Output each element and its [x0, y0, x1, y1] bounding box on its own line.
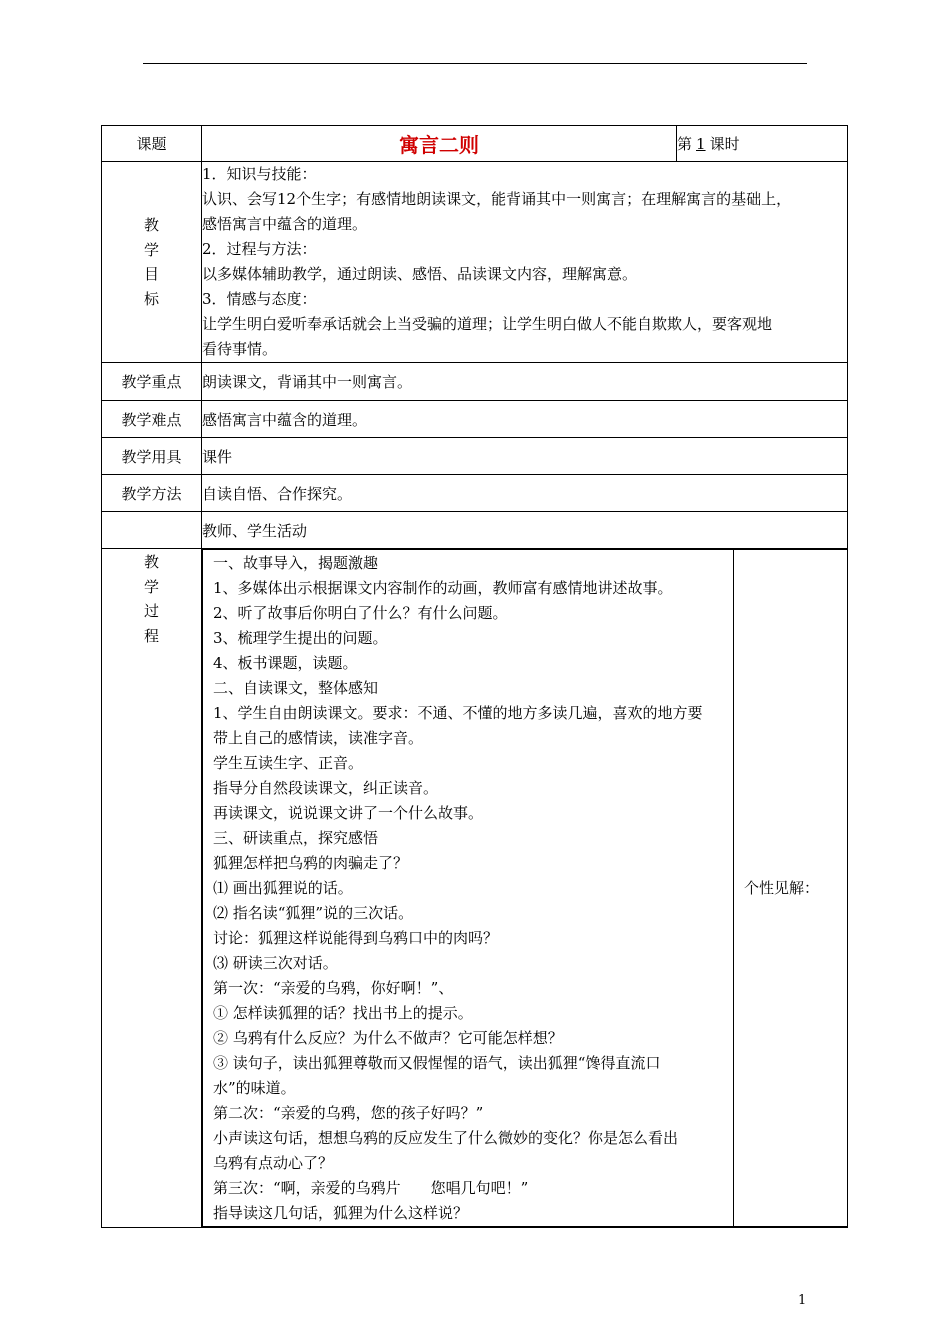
period-number: 1 — [696, 135, 706, 153]
lesson-plan-table — [101, 125, 848, 1228]
activity-header-row — [102, 512, 848, 549]
process-line: ① 怎样读狐狸的话？找出书上的提示。 — [213, 1004, 473, 1022]
header-rule — [143, 63, 807, 64]
process-line: 2、听了故事后你明白了什么？有什么问题。 — [213, 604, 508, 622]
goal-line: 2．过程与方法： — [202, 240, 317, 258]
activity-header: 教师、学生活动 — [202, 512, 848, 549]
goal-line: 感悟寓言中蕴含的道理。 — [202, 215, 368, 233]
process-line: ② 乌鸦有什么反应？为什么不做声？它可能怎样想？ — [213, 1029, 563, 1047]
process-line: 第三次：“啊，亲爱的乌鸦片 您唱几句吧！” — [213, 1179, 529, 1197]
process-line: ③ 读句子，读出狐狸尊敬而又假惺惺的语气，读出狐狸“馋得直流口 — [213, 1054, 661, 1072]
process-line: 学生互读生字、正音。 — [213, 754, 364, 772]
process-row — [102, 549, 848, 1228]
process-line: 再读课文，说说课文讲了一个什么故事。 — [213, 804, 484, 822]
process-label — [102, 549, 202, 1228]
goals-label-char: 标 — [143, 289, 159, 308]
goals-label-char: 学 — [143, 240, 159, 259]
process-line: 二、自读课文，整体感知 — [213, 679, 379, 697]
process-label-char: 教 — [143, 553, 159, 571]
process-line: 1、多媒体出示根据课文内容制作的动画，教师富有感情地讲述故事。 — [213, 579, 673, 597]
process-line: 三、研读重点，探究感悟 — [213, 829, 379, 847]
period-prefix: 第 — [677, 135, 693, 153]
process-line: 一、故事导入，揭题激趣 — [213, 554, 379, 572]
process-line: 4、板书课题，读题。 — [213, 654, 358, 672]
page-number: 1 — [798, 1293, 807, 1308]
process-label-char: 学 — [143, 577, 159, 596]
goal-line: 以多媒体辅助教学，通过朗读、感悟、品读课文内容，理解寓意。 — [202, 265, 638, 283]
process-line: ⑵ 指名读“狐狸”说的三次话。 — [213, 904, 414, 922]
tools-row — [102, 438, 848, 475]
goals-label-char: 目 — [143, 265, 159, 283]
difficulty-value: 感悟寓言中蕴含的道理。 — [202, 401, 848, 438]
process-line: 指导读这几句话，狐狸为什么这样说？ — [213, 1204, 469, 1222]
process-line: 水”的味道。 — [213, 1079, 296, 1097]
method-row — [102, 475, 848, 512]
process-line: 带上自己的感情读，读准字音。 — [213, 729, 424, 747]
key-point-value: 朗读课文，背诵其中一则寓言。 — [202, 363, 848, 401]
goals-label-char: 教 — [143, 216, 159, 234]
goals-content — [202, 162, 848, 363]
process-line: 讨论：狐狸这样说能得到乌鸦口中的肉吗？ — [213, 929, 499, 947]
method-label: 教学方法 — [102, 475, 202, 512]
title-row — [102, 126, 848, 162]
goal-line: 让学生明白爱听奉承话就会上当受骗的道理；让学生明白做人不能自欺欺人，要客观地 — [202, 315, 773, 333]
process-line: ⑴ 画出狐狸说的话。 — [213, 879, 353, 897]
process-label-char: 程 — [143, 626, 159, 645]
process-content — [203, 550, 734, 1227]
topic-label: 课题 — [102, 126, 202, 162]
goal-line: 看待事情。 — [202, 340, 278, 358]
process-label-char: 过 — [143, 602, 159, 620]
process-line: 1、学生自由朗读课文。要求：不通、不懂的地方多读几遍，喜欢的地方要 — [213, 704, 703, 722]
process-inner-table — [202, 549, 848, 1227]
process-line: 3、梳理学生提出的问题。 — [213, 629, 388, 647]
notes-label: 个性见解： — [744, 879, 820, 897]
tools-label: 教学用具 — [102, 438, 202, 475]
goals-label — [102, 162, 202, 363]
lesson-title: 寓言二则 — [202, 126, 677, 162]
difficulty-row — [102, 401, 848, 438]
key-point-label: 教学重点 — [102, 363, 202, 401]
activity-header-blank — [102, 512, 202, 549]
process-cell — [202, 549, 848, 1228]
goal-line: 1．知识与技能： — [202, 165, 317, 183]
process-line: 狐狸怎样把乌鸦的肉骗走了？ — [213, 854, 409, 872]
period-cell — [677, 126, 848, 162]
process-line: ⑶ 研读三次对话。 — [213, 954, 338, 972]
process-line: 第一次：“亲爱的乌鸦，你好啊！”、 — [213, 979, 454, 997]
key-point-row — [102, 363, 848, 401]
difficulty-label: 教学难点 — [102, 401, 202, 438]
process-line: 乌鸦有点动心了？ — [213, 1154, 334, 1172]
process-line: 第二次：“亲爱的乌鸦，您的孩子好吗？” — [213, 1104, 484, 1122]
goal-line: 3．情感与态度： — [202, 290, 317, 308]
goals-row — [102, 162, 848, 363]
process-line: 小声读这句话，想想乌鸦的反应发生了什么微妙的变化？你是怎么看出 — [213, 1129, 679, 1147]
method-value: 自读自悟、合作探究。 — [202, 475, 848, 512]
notes-column — [734, 550, 848, 1227]
process-line: 指导分自然段读课文，纠正读音。 — [213, 779, 439, 797]
tools-value: 课件 — [202, 438, 848, 475]
goal-line: 认识、会写12个生字；有感情地朗读课文，能背诵其中一则寓言；在理解寓言的基础上， — [202, 190, 792, 208]
period-suffix: 课时 — [709, 135, 740, 153]
